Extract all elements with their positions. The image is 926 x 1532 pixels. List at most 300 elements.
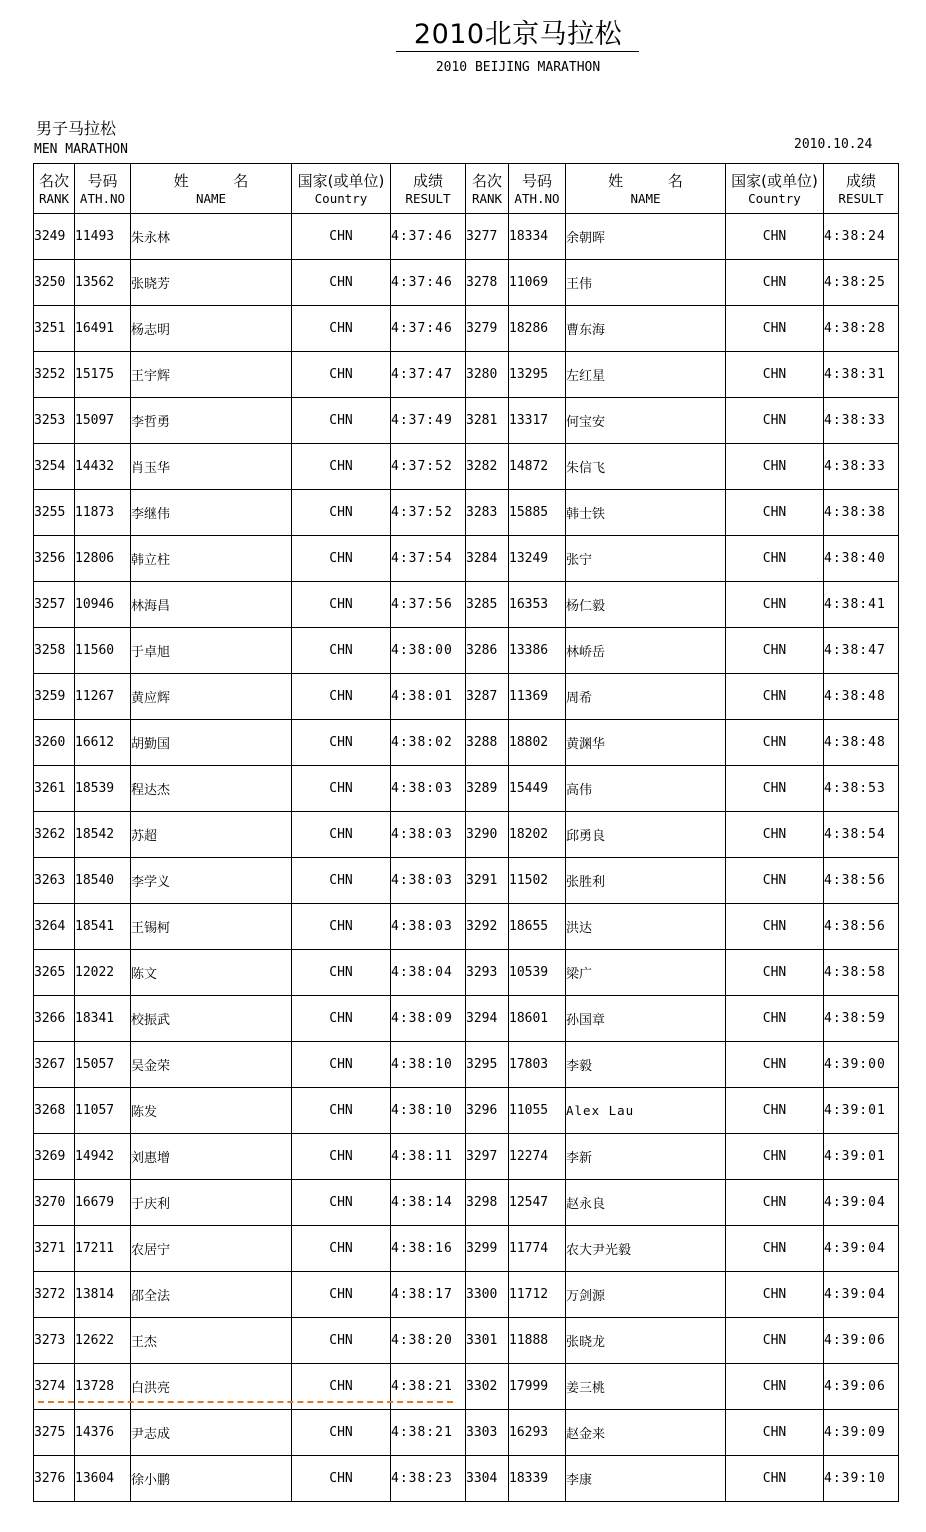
- right-name-cell: 余朝晖: [566, 214, 726, 260]
- right-rank-cell: 3284: [466, 536, 509, 582]
- right-name-cell: 杨仁毅: [566, 582, 726, 628]
- left-ath-cell: 15175: [75, 352, 131, 398]
- table-row: [34, 904, 899, 950]
- right-rank-cell: 3296: [466, 1088, 509, 1134]
- right-result-cell: 4:38:47: [824, 628, 899, 674]
- right-name-cell: 李新: [566, 1134, 726, 1180]
- left-rank-cell: 3261: [34, 766, 75, 812]
- left-country-cell: CHN: [292, 1456, 391, 1502]
- ath-header: 号码 ATH.NO: [75, 164, 131, 214]
- right-country-cell: CHN: [726, 582, 824, 628]
- results-table: [33, 163, 899, 1502]
- table-row: [34, 950, 899, 996]
- left-ath-cell: 18541: [75, 904, 131, 950]
- right-name-cell: 林峤岳: [566, 628, 726, 674]
- left-rank-cell: 3269: [34, 1134, 75, 1180]
- right-rank-cell: 3291: [466, 858, 509, 904]
- table-row: [34, 858, 899, 904]
- right-name-cell: 韩士铁: [566, 490, 726, 536]
- left-ath-cell: 18539: [75, 766, 131, 812]
- table-row: [34, 214, 899, 260]
- page-title: 2010北京马拉松: [413, 19, 623, 50]
- left-name-cell: 李学义: [131, 858, 292, 904]
- left-name-cell: 王宇辉: [131, 352, 292, 398]
- right-country-cell: CHN: [726, 674, 824, 720]
- left-name-cell: 王锡柯: [131, 904, 292, 950]
- left-name-cell: 尹志成: [131, 1410, 292, 1456]
- right-rank-cell: 3293: [466, 950, 509, 996]
- left-name-cell: 陈发: [131, 1088, 292, 1134]
- left-country-cell: CHN: [292, 1134, 391, 1180]
- left-country-cell: CHN: [292, 1318, 391, 1364]
- right-rank-cell: 3288: [466, 720, 509, 766]
- left-rank-cell: 3251: [34, 306, 75, 352]
- right-name-cell: Alex Lau: [566, 1088, 726, 1134]
- right-country-cell: CHN: [726, 1134, 824, 1180]
- right-result-cell: 4:39:01: [824, 1134, 899, 1180]
- left-result-cell: 4:38:11: [391, 1134, 466, 1180]
- right-ath-cell: 11774: [509, 1226, 566, 1272]
- result-header: 成绩 RESULT: [391, 164, 466, 214]
- table-row: [34, 260, 899, 306]
- right-result-cell: 4:38:56: [824, 858, 899, 904]
- left-result-cell: 4:38:20: [391, 1318, 466, 1364]
- right-result-cell: 4:38:59: [824, 996, 899, 1042]
- left-rank-cell: 3273: [34, 1318, 75, 1364]
- right-rank-cell: 3283: [466, 490, 509, 536]
- right-rank-cell: 3281: [466, 398, 509, 444]
- right-rank-cell: 3286: [466, 628, 509, 674]
- left-rank-cell: 3274: [34, 1364, 75, 1410]
- right-country-cell: CHN: [726, 628, 824, 674]
- left-name-cell: 农居宁: [131, 1226, 292, 1272]
- left-country-cell: CHN: [292, 766, 391, 812]
- table-row: [34, 398, 899, 444]
- left-rank-cell: 3268: [34, 1088, 75, 1134]
- right-country-cell: CHN: [726, 720, 824, 766]
- right-result-cell: 4:38:28: [824, 306, 899, 352]
- left-rank-cell: 3257: [34, 582, 75, 628]
- left-ath-cell: 12622: [75, 1318, 131, 1364]
- right-country-cell: CHN: [726, 536, 824, 582]
- right-rank-cell: 3292: [466, 904, 509, 950]
- right-name-cell: 孙国章: [566, 996, 726, 1042]
- table-row: [34, 720, 899, 766]
- right-rank-cell: 3302: [466, 1364, 509, 1410]
- right-name-cell: 李毅: [566, 1042, 726, 1088]
- left-ath-cell: 16491: [75, 306, 131, 352]
- left-country-cell: CHN: [292, 1226, 391, 1272]
- right-country-cell: CHN: [726, 444, 824, 490]
- left-country-cell: CHN: [292, 536, 391, 582]
- right-rank-cell: 3279: [466, 306, 509, 352]
- right-result-cell: 4:38:53: [824, 766, 899, 812]
- right-name-cell: 何宝安: [566, 398, 726, 444]
- left-name-cell: 刘惠增: [131, 1134, 292, 1180]
- right-result-cell: 4:39:01: [824, 1088, 899, 1134]
- left-result-cell: 4:38:23: [391, 1456, 466, 1502]
- left-name-cell: 胡勤国: [131, 720, 292, 766]
- right-name-cell: 周希: [566, 674, 726, 720]
- right-rank-cell: 3300: [466, 1272, 509, 1318]
- right-ath-cell: 15449: [509, 766, 566, 812]
- left-result-cell: 4:38:17: [391, 1272, 466, 1318]
- left-ath-cell: 13604: [75, 1456, 131, 1502]
- right-result-cell: 4:38:54: [824, 812, 899, 858]
- right-country-cell: CHN: [726, 1364, 824, 1410]
- left-result-cell: 4:37:49: [391, 398, 466, 444]
- left-name-cell: 程达杰: [131, 766, 292, 812]
- left-result-cell: 4:37:47: [391, 352, 466, 398]
- left-country-cell: CHN: [292, 260, 391, 306]
- left-ath-cell: 18542: [75, 812, 131, 858]
- right-ath-cell: 13317: [509, 398, 566, 444]
- right-rank-cell: 3290: [466, 812, 509, 858]
- left-result-cell: 4:38:01: [391, 674, 466, 720]
- right-ath-cell: 16353: [509, 582, 566, 628]
- left-rank-cell: 3263: [34, 858, 75, 904]
- left-name-cell: 白洪亮: [131, 1364, 292, 1410]
- right-result-cell: 4:38:25: [824, 260, 899, 306]
- left-result-cell: 4:37:46: [391, 306, 466, 352]
- left-country-cell: CHN: [292, 352, 391, 398]
- right-ath-cell: 18339: [509, 1456, 566, 1502]
- right-result-cell: 4:39:10: [824, 1456, 899, 1502]
- right-rank-cell: 3282: [466, 444, 509, 490]
- right-country-cell: CHN: [726, 1272, 824, 1318]
- right-country-cell: CHN: [726, 950, 824, 996]
- right-ath-cell: 11888: [509, 1318, 566, 1364]
- table-row: [34, 1088, 899, 1134]
- left-country-cell: CHN: [292, 306, 391, 352]
- left-result-cell: 4:38:16: [391, 1226, 466, 1272]
- table-row: [34, 352, 899, 398]
- left-ath-cell: 11493: [75, 214, 131, 260]
- right-name-cell: 梁广: [566, 950, 726, 996]
- results-body: [34, 214, 899, 1502]
- right-rank-cell: 3295: [466, 1042, 509, 1088]
- right-country-cell: CHN: [726, 260, 824, 306]
- left-name-cell: 林海昌: [131, 582, 292, 628]
- right-country-cell: CHN: [726, 1180, 824, 1226]
- right-ath-cell: 15885: [509, 490, 566, 536]
- table-row: [34, 1456, 899, 1502]
- right-name-cell: 朱信飞: [566, 444, 726, 490]
- right-name-cell: 张胜利: [566, 858, 726, 904]
- left-country-cell: CHN: [292, 1364, 391, 1410]
- right-country-cell: CHN: [726, 996, 824, 1042]
- left-result-cell: 4:38:21: [391, 1410, 466, 1456]
- right-ath-cell: 11055: [509, 1088, 566, 1134]
- right-result-cell: 4:39:04: [824, 1226, 899, 1272]
- right-ath-cell: 13295: [509, 352, 566, 398]
- ath-header: 号码 ATH.NO: [509, 164, 566, 214]
- left-name-cell: 陈文: [131, 950, 292, 996]
- left-ath-cell: 16679: [75, 1180, 131, 1226]
- right-ath-cell: 17803: [509, 1042, 566, 1088]
- right-name-cell: 赵金来: [566, 1410, 726, 1456]
- left-country-cell: CHN: [292, 1088, 391, 1134]
- title-underline: [396, 51, 639, 52]
- right-rank-cell: 3304: [466, 1456, 509, 1502]
- left-ath-cell: 11873: [75, 490, 131, 536]
- right-result-cell: 4:38:38: [824, 490, 899, 536]
- right-rank-cell: 3294: [466, 996, 509, 1042]
- left-rank-cell: 3250: [34, 260, 75, 306]
- right-name-cell: 左红星: [566, 352, 726, 398]
- right-rank-cell: 3303: [466, 1410, 509, 1456]
- left-ath-cell: 10946: [75, 582, 131, 628]
- right-ath-cell: 18202: [509, 812, 566, 858]
- left-name-cell: 苏超: [131, 812, 292, 858]
- left-country-cell: CHN: [292, 950, 391, 996]
- left-rank-cell: 3266: [34, 996, 75, 1042]
- right-rank-cell: 3287: [466, 674, 509, 720]
- left-ath-cell: 12806: [75, 536, 131, 582]
- left-rank-cell: 3271: [34, 1226, 75, 1272]
- right-name-cell: 姜三桃: [566, 1364, 726, 1410]
- left-rank-cell: 3265: [34, 950, 75, 996]
- left-result-cell: 4:38:04: [391, 950, 466, 996]
- table-row: [34, 1180, 899, 1226]
- left-rank-cell: 3253: [34, 398, 75, 444]
- right-ath-cell: 18334: [509, 214, 566, 260]
- right-country-cell: CHN: [726, 306, 824, 352]
- left-rank-cell: 3255: [34, 490, 75, 536]
- left-result-cell: 4:38:10: [391, 1042, 466, 1088]
- rank-header: 名次 RANK: [34, 164, 75, 214]
- left-rank-cell: 3270: [34, 1180, 75, 1226]
- left-country-cell: CHN: [292, 1410, 391, 1456]
- left-ath-cell: 12022: [75, 950, 131, 996]
- right-country-cell: CHN: [726, 1226, 824, 1272]
- left-country-cell: CHN: [292, 1042, 391, 1088]
- right-name-cell: 张晓龙: [566, 1318, 726, 1364]
- right-country-cell: CHN: [726, 1088, 824, 1134]
- right-result-cell: 4:38:41: [824, 582, 899, 628]
- left-result-cell: 4:37:46: [391, 214, 466, 260]
- right-name-cell: 农大尹光毅: [566, 1226, 726, 1272]
- right-name-cell: 李康: [566, 1456, 726, 1502]
- right-result-cell: 4:38:48: [824, 720, 899, 766]
- right-result-cell: 4:38:58: [824, 950, 899, 996]
- header-row: [34, 164, 899, 214]
- left-name-cell: 李哲勇: [131, 398, 292, 444]
- right-ath-cell: 11502: [509, 858, 566, 904]
- right-ath-cell: 16293: [509, 1410, 566, 1456]
- left-name-cell: 徐小鹏: [131, 1456, 292, 1502]
- left-rank-cell: 3249: [34, 214, 75, 260]
- left-ath-cell: 13562: [75, 260, 131, 306]
- left-country-cell: CHN: [292, 398, 391, 444]
- left-result-cell: 4:38:00: [391, 628, 466, 674]
- table-row: [34, 1410, 899, 1456]
- right-ath-cell: 18286: [509, 306, 566, 352]
- right-result-cell: 4:38:48: [824, 674, 899, 720]
- right-rank-cell: 3285: [466, 582, 509, 628]
- right-result-cell: 4:38:24: [824, 214, 899, 260]
- left-result-cell: 4:37:56: [391, 582, 466, 628]
- left-result-cell: 4:38:09: [391, 996, 466, 1042]
- country-header: 国家(或单位) Country: [292, 164, 391, 214]
- left-country-cell: CHN: [292, 444, 391, 490]
- left-result-cell: 4:38:03: [391, 904, 466, 950]
- left-ath-cell: 11560: [75, 628, 131, 674]
- table-row: [34, 1042, 899, 1088]
- right-ath-cell: 11369: [509, 674, 566, 720]
- right-result-cell: 4:38:33: [824, 444, 899, 490]
- right-ath-cell: 13386: [509, 628, 566, 674]
- right-result-cell: 4:39:04: [824, 1272, 899, 1318]
- left-country-cell: CHN: [292, 490, 391, 536]
- left-ath-cell: 18341: [75, 996, 131, 1042]
- left-ath-cell: 17211: [75, 1226, 131, 1272]
- left-name-cell: 吴金荣: [131, 1042, 292, 1088]
- right-result-cell: 4:39:06: [824, 1364, 899, 1410]
- right-country-cell: CHN: [726, 1042, 824, 1088]
- left-ath-cell: 14376: [75, 1410, 131, 1456]
- left-country-cell: CHN: [292, 1272, 391, 1318]
- table-row: [34, 582, 899, 628]
- name-header: 姓 名 NAME: [131, 164, 292, 214]
- left-country-cell: CHN: [292, 628, 391, 674]
- left-ath-cell: 15057: [75, 1042, 131, 1088]
- right-ath-cell: 17999: [509, 1364, 566, 1410]
- table-row: [34, 444, 899, 490]
- left-ath-cell: 11057: [75, 1088, 131, 1134]
- left-name-cell: 朱永林: [131, 214, 292, 260]
- table-row: [34, 306, 899, 352]
- right-name-cell: 曹东海: [566, 306, 726, 352]
- table-row: [34, 812, 899, 858]
- left-rank-cell: 3267: [34, 1042, 75, 1088]
- right-result-cell: 4:38:33: [824, 398, 899, 444]
- right-name-cell: 洪达: [566, 904, 726, 950]
- left-result-cell: 4:37:46: [391, 260, 466, 306]
- left-rank-cell: 3254: [34, 444, 75, 490]
- left-name-cell: 于庆利: [131, 1180, 292, 1226]
- right-ath-cell: 12547: [509, 1180, 566, 1226]
- left-ath-cell: 13728: [75, 1364, 131, 1410]
- left-result-cell: 4:38:10: [391, 1088, 466, 1134]
- page-subtitle: 2010 BEIJING MARATHON: [435, 60, 601, 75]
- right-result-cell: 4:38:40: [824, 536, 899, 582]
- left-result-cell: 4:37:52: [391, 444, 466, 490]
- right-country-cell: CHN: [726, 490, 824, 536]
- table-row: [34, 1134, 899, 1180]
- left-name-cell: 邵全法: [131, 1272, 292, 1318]
- right-rank-cell: 3289: [466, 766, 509, 812]
- left-country-cell: CHN: [292, 1180, 391, 1226]
- left-ath-cell: 16612: [75, 720, 131, 766]
- left-country-cell: CHN: [292, 674, 391, 720]
- right-ath-cell: 11069: [509, 260, 566, 306]
- left-country-cell: CHN: [292, 904, 391, 950]
- left-name-cell: 于卓旭: [131, 628, 292, 674]
- right-result-cell: 4:38:56: [824, 904, 899, 950]
- left-rank-cell: 3272: [34, 1272, 75, 1318]
- left-rank-cell: 3259: [34, 674, 75, 720]
- table-row: [34, 1272, 899, 1318]
- left-result-cell: 4:38:03: [391, 858, 466, 904]
- right-ath-cell: 18802: [509, 720, 566, 766]
- left-rank-cell: 3256: [34, 536, 75, 582]
- left-name-cell: 张晓芳: [131, 260, 292, 306]
- left-result-cell: 4:38:21: [391, 1364, 466, 1410]
- country-header: 国家(或单位) Country: [726, 164, 824, 214]
- category-chinese: 男子马拉松: [36, 119, 117, 138]
- left-country-cell: CHN: [292, 812, 391, 858]
- table-row: [34, 490, 899, 536]
- right-country-cell: CHN: [726, 398, 824, 444]
- right-name-cell: 黄渊华: [566, 720, 726, 766]
- name-header: 姓 名 NAME: [566, 164, 726, 214]
- category-english: MEN MARATHON: [34, 142, 128, 157]
- right-rank-cell: 3298: [466, 1180, 509, 1226]
- right-country-cell: CHN: [726, 352, 824, 398]
- left-result-cell: 4:38:03: [391, 812, 466, 858]
- left-name-cell: 肖玉华: [131, 444, 292, 490]
- right-rank-cell: 3278: [466, 260, 509, 306]
- left-ath-cell: 13814: [75, 1272, 131, 1318]
- left-name-cell: 黄应辉: [131, 674, 292, 720]
- left-country-cell: CHN: [292, 582, 391, 628]
- left-ath-cell: 14942: [75, 1134, 131, 1180]
- left-ath-cell: 15097: [75, 398, 131, 444]
- table-row: [34, 1318, 899, 1364]
- left-name-cell: 李继伟: [131, 490, 292, 536]
- left-country-cell: CHN: [292, 858, 391, 904]
- right-rank-cell: 3280: [466, 352, 509, 398]
- highlight-underline: [38, 1401, 453, 1403]
- right-country-cell: CHN: [726, 858, 824, 904]
- table-row: [34, 996, 899, 1042]
- right-ath-cell: 18655: [509, 904, 566, 950]
- right-name-cell: 高伟: [566, 766, 726, 812]
- left-result-cell: 4:37:54: [391, 536, 466, 582]
- right-country-cell: CHN: [726, 812, 824, 858]
- table-row: [34, 766, 899, 812]
- table-row: [34, 674, 899, 720]
- right-rank-cell: 3301: [466, 1318, 509, 1364]
- right-rank-cell: 3277: [466, 214, 509, 260]
- right-ath-cell: 12274: [509, 1134, 566, 1180]
- right-country-cell: CHN: [726, 214, 824, 260]
- left-rank-cell: 3262: [34, 812, 75, 858]
- left-name-cell: 杨志明: [131, 306, 292, 352]
- right-ath-cell: 11712: [509, 1272, 566, 1318]
- left-name-cell: 王杰: [131, 1318, 292, 1364]
- right-ath-cell: 18601: [509, 996, 566, 1042]
- right-name-cell: 赵永良: [566, 1180, 726, 1226]
- left-rank-cell: 3275: [34, 1410, 75, 1456]
- right-result-cell: 4:39:04: [824, 1180, 899, 1226]
- left-rank-cell: 3276: [34, 1456, 75, 1502]
- right-country-cell: CHN: [726, 766, 824, 812]
- right-name-cell: 邱勇良: [566, 812, 726, 858]
- left-country-cell: CHN: [292, 720, 391, 766]
- right-rank-cell: 3297: [466, 1134, 509, 1180]
- event-date: 2010.10.24: [794, 137, 873, 152]
- table-row: [34, 628, 899, 674]
- left-result-cell: 4:38:14: [391, 1180, 466, 1226]
- left-result-cell: 4:37:52: [391, 490, 466, 536]
- left-country-cell: CHN: [292, 214, 391, 260]
- right-country-cell: CHN: [726, 904, 824, 950]
- right-ath-cell: 14872: [509, 444, 566, 490]
- result-header: 成绩 RESULT: [824, 164, 899, 214]
- left-result-cell: 4:38:03: [391, 766, 466, 812]
